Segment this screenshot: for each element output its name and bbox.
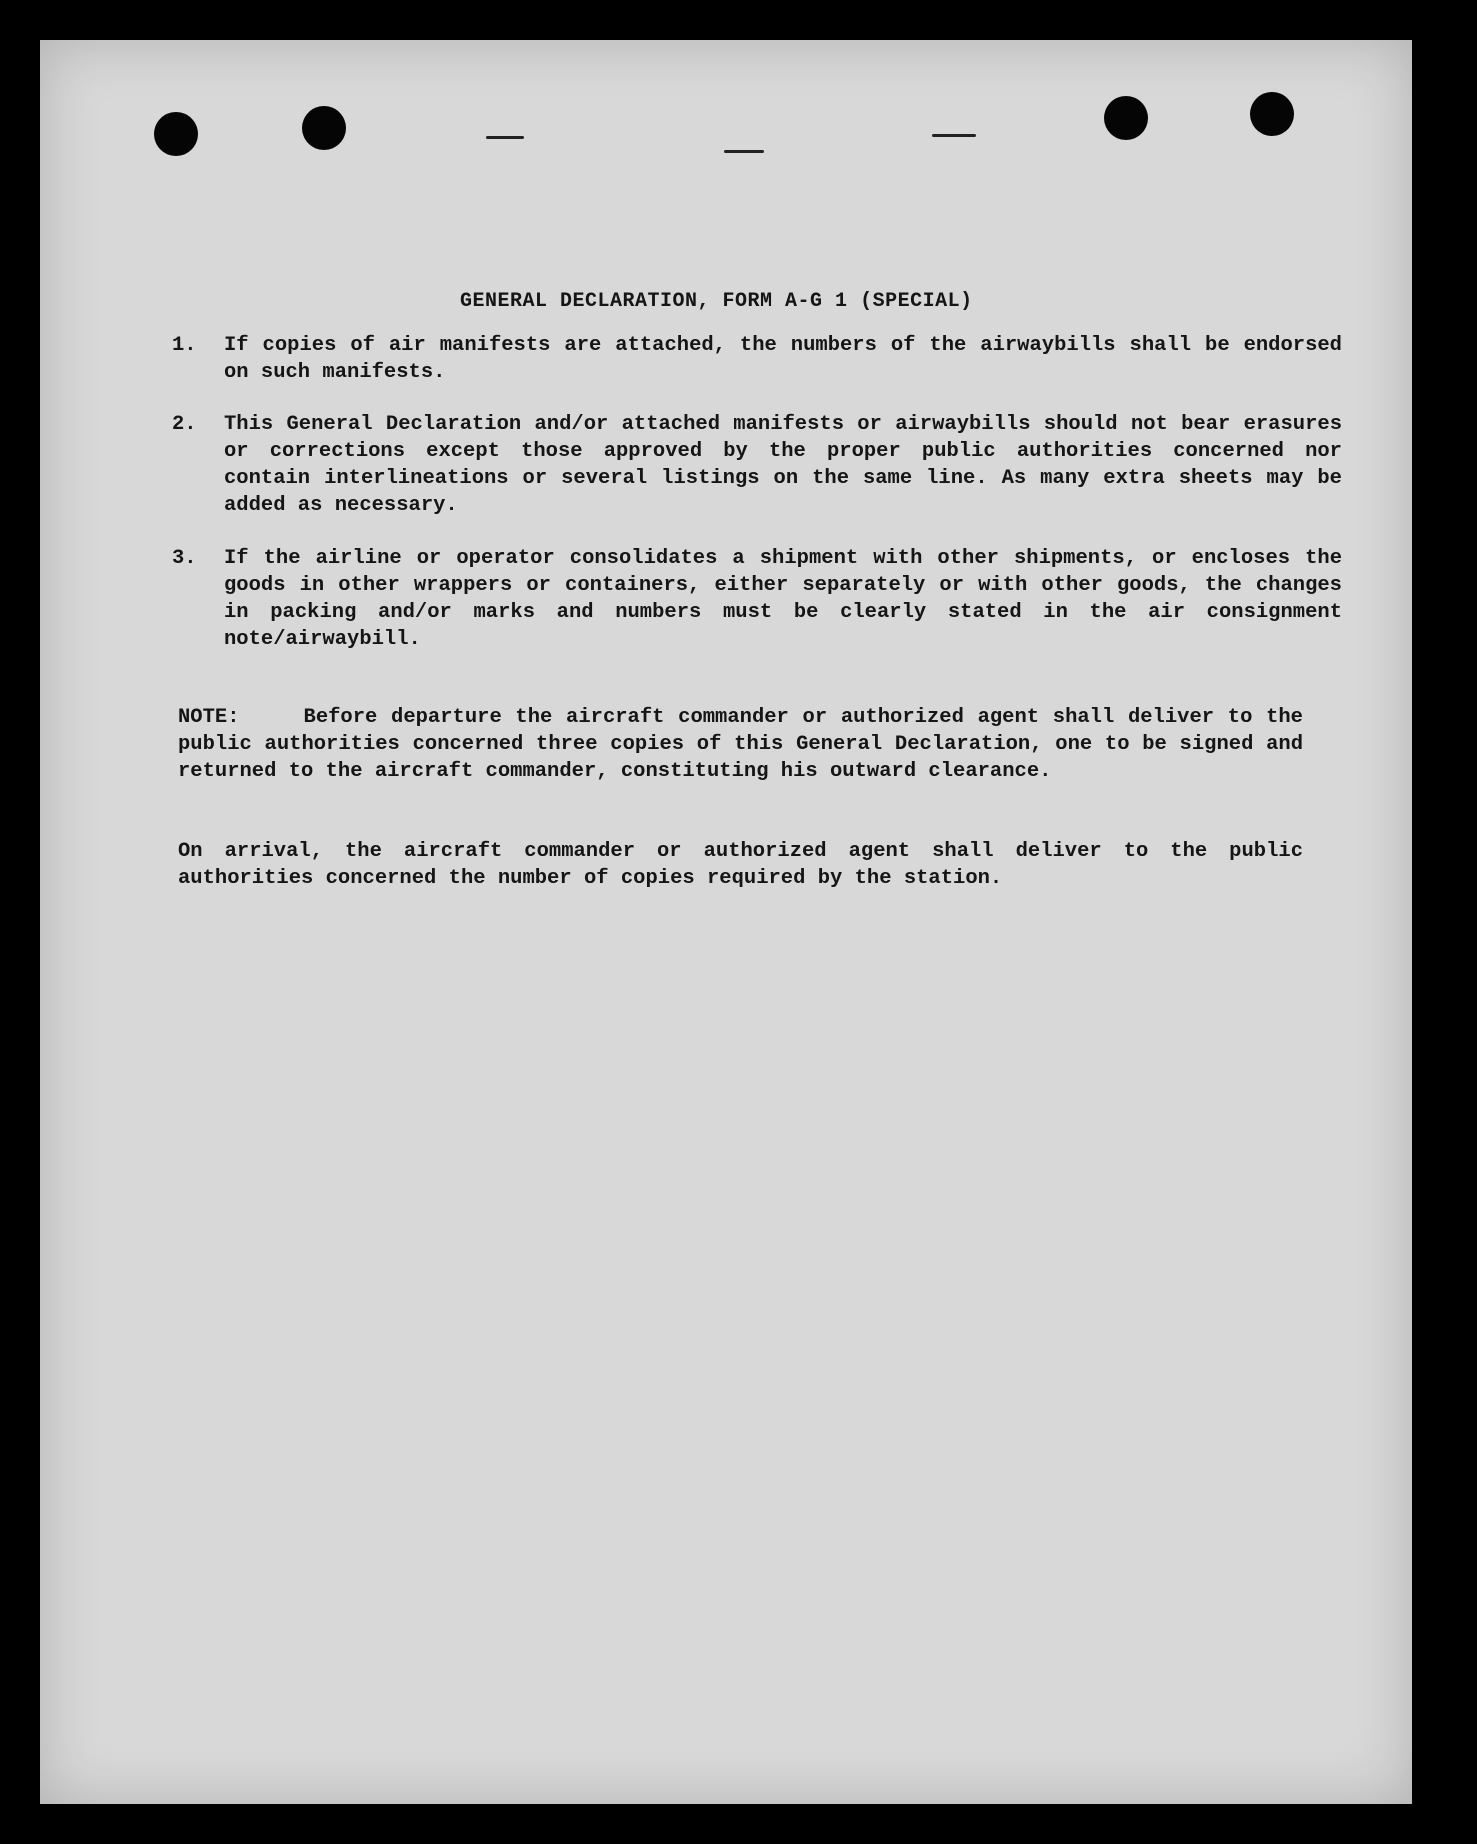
list-item-text: If copies of air manifests are attached, the numbers of the airwaybills shall be endorsed on such manifests. [224, 334, 1342, 384]
list-item-text: If the airline or operator consolidates a shipment with other shipments, or encloses the goods in other wrappers or containers, either separately or with other goods, the changes in packing and/or marks and numbers must be clearly stated in the air consignment note/airwaybill. [224, 547, 1342, 651]
punch-hole [1250, 92, 1294, 136]
list-item-1 [172, 332, 1342, 386]
list-item-2 [172, 411, 1342, 519]
speck-mark [932, 134, 976, 137]
note-text: Before departure the aircraft commander or authorized agent shall deliver to the public authorities concerned three copies of this General Declaration, one to be signed and returned to the aircraft commander, constituting his outward clearance. [178, 706, 1303, 783]
list-item-text: This General Declaration and/or attached manifests or airwaybills should not bear erasures or corrections except those approved by the proper public authorities concerned nor contain interlineations or several listings on the same line. As many extra sheets may be added as necessary. [224, 413, 1342, 517]
speck-mark [486, 136, 524, 139]
list-item-number: 1. [172, 334, 197, 357]
note-label: NOTE: [178, 706, 240, 729]
punch-hole [302, 106, 346, 150]
note-paragraph [178, 704, 1303, 785]
list-item-number: 2. [172, 413, 197, 436]
document-title: GENERAL DECLARATION, FORM A-G 1 (SPECIAL) [460, 290, 973, 313]
document-page [40, 40, 1412, 1804]
punch-hole [154, 112, 198, 156]
arrival-paragraph: On arrival, the aircraft commander or authorized agent shall deliver to the public authorities concerned the number of copies required by the station. [178, 840, 1303, 890]
punch-hole [1104, 96, 1148, 140]
list-item-3 [172, 545, 1342, 653]
speck-mark [724, 150, 764, 153]
list-item-number: 3. [172, 547, 197, 570]
